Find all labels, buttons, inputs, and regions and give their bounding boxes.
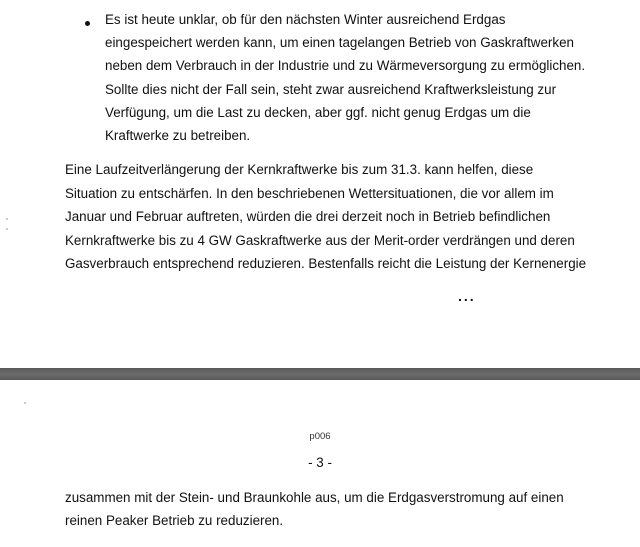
bullet-dot-icon: [85, 21, 90, 26]
body-paragraph: Eine Laufzeitverlängerung der Kernkraftwerke bis zum 31.3. kann helfen, diese Situation zu entschärfen. In den beschriebenen Wettersituationen, die vor allem im Januar und Februar auftreten, würden die drei derzeit noch in Betrieb befindlichen Kernkraftwerke bis zu 4 GW Gaskraftwerke aus der Merit-order verdrängen und deren Gasverbrauch entsprechend reduzieren. Bestenfalls reicht die Leistung der Kernenergie: [65, 162, 587, 272]
scan-speck: [6, 228, 8, 230]
continuation-ellipsis: ...: [458, 288, 476, 304]
bullet-item-text: Es ist heute unklar, ob für den nächsten Winter ausreichend Erdgas eingespeichert werden kann, um einen tagelangen Betrieb von Gaskraftwerken neben dem Verbrauch in der Industrie und zu Wärmeversorgung zu ermöglichen. Sollte dies nicht der Fall sein, steht zwar ausreichend Kraftwerksleistung zur Verfügung, um die Last zu decken, aber ggf. nicht genug Erdgas um die Kraftwerke zu betreiben.: [105, 12, 586, 144]
continuation-paragraph: zusammen mit der Stein- und Braunkohle aus, um die Erdgasverstromung auf einen reinen Peaker Betrieb zu reduzieren.: [65, 490, 564, 529]
page-number: - 3 -: [308, 455, 332, 470]
page-separator: [0, 368, 640, 380]
scan-speck: [6, 218, 8, 220]
document-id: p006: [309, 431, 331, 442]
scan-speck: [24, 402, 26, 404]
